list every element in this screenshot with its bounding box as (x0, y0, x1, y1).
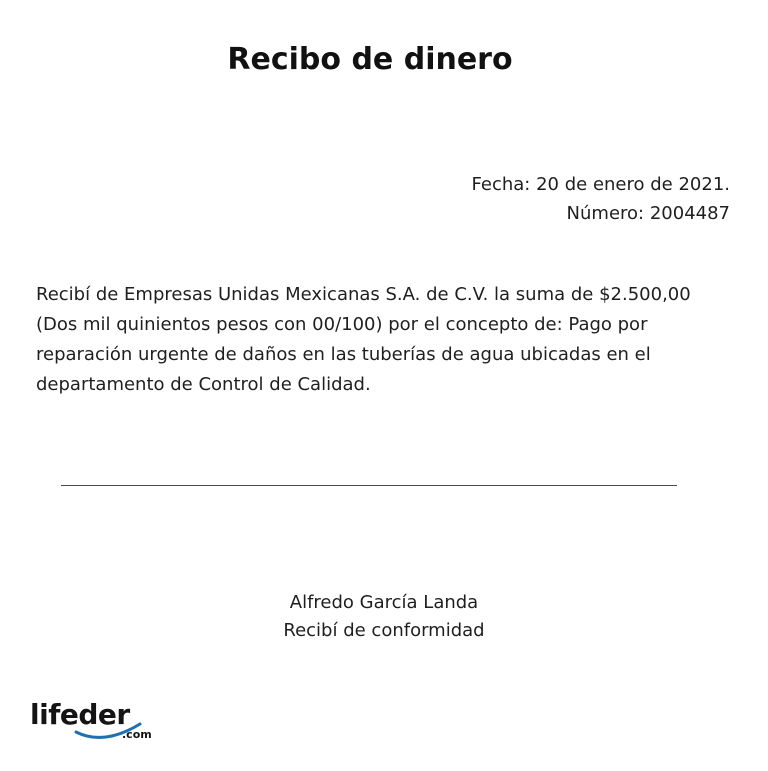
lifeder-logo (30, 698, 170, 748)
receipt-date: Fecha: 20 de enero de 2021. (471, 174, 730, 195)
receipt-meta (472, 170, 730, 228)
receipt-number: Número: 2004487 (566, 203, 730, 224)
signature-block (0, 589, 768, 645)
signer-name: Alfredo García Landa (289, 592, 479, 613)
signature-line (61, 485, 677, 486)
document-title: Recibo de dinero (227, 42, 513, 77)
logo-domain: .com (122, 728, 152, 741)
logo-wordmark: lifeder (30, 698, 130, 731)
signer-note: Recibí de conformidad (283, 620, 485, 641)
receipt-body: Recibí de Empresas Unidas Mexicanas S.A. de C.V. la suma de $2.500,00 (Dos mil quinientos pesos con 00/100) por el concepto de: Pago por reparación urgente de daños en las tuberías de agua ubicadas en el departamento de Control de Calidad. (36, 284, 691, 395)
